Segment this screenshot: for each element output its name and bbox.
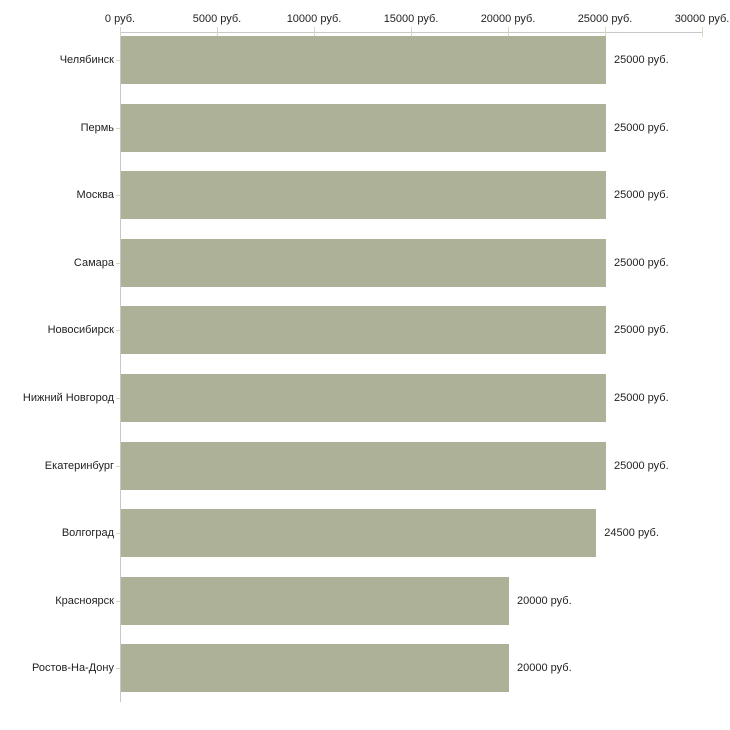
x-axis-tick-label: 10000 руб. — [286, 13, 342, 25]
category-label: Москва — [76, 189, 114, 202]
y-axis-tick — [116, 128, 120, 129]
bar — [121, 104, 606, 152]
bar-value-label: 20000 руб. — [517, 662, 572, 675]
y-axis-tick — [116, 668, 120, 669]
bar — [121, 577, 509, 625]
x-axis-tick-label: 0 руб. — [104, 13, 136, 25]
y-axis-tick — [116, 195, 120, 196]
bar — [121, 239, 606, 287]
y-axis-tick — [116, 601, 120, 602]
bar-value-label: 25000 руб. — [614, 121, 669, 134]
bar-value-label: 25000 руб. — [614, 189, 669, 202]
category-label: Екатеринбург — [44, 459, 114, 472]
x-axis-tick-label: 25000 руб. — [577, 13, 633, 25]
bar-value-label: 20000 руб. — [517, 594, 572, 607]
bar — [121, 36, 606, 84]
x-axis-tick — [702, 27, 703, 37]
y-axis-tick — [116, 533, 120, 534]
category-label: Волгоград — [61, 527, 114, 540]
x-axis-tick-label: 20000 руб. — [480, 13, 536, 25]
x-axis-tick-label: 5000 руб. — [192, 13, 242, 25]
bar — [121, 374, 606, 422]
category-label: Самара — [73, 256, 114, 269]
bar-value-label: 25000 руб. — [614, 459, 669, 472]
y-axis-tick — [116, 466, 120, 467]
bar — [121, 306, 606, 354]
bar — [121, 442, 606, 490]
bar-value-label: 25000 руб. — [614, 256, 669, 269]
x-axis-tick-label: 15000 руб. — [383, 13, 439, 25]
category-label: Красноярск — [55, 594, 114, 607]
bar-value-label: 25000 руб. — [614, 54, 669, 66]
category-label: Ростов-На-Дону — [31, 662, 114, 675]
bar — [121, 171, 606, 219]
y-axis-tick — [116, 263, 120, 264]
bar-value-label: 25000 руб. — [614, 392, 669, 404]
y-axis-tick — [116, 60, 120, 61]
category-label: Челябинск — [59, 54, 114, 66]
bar-value-label: 24500 руб. — [604, 527, 659, 540]
category-label: Новосибирск — [47, 324, 114, 337]
category-label: Пермь — [80, 121, 114, 134]
bar — [121, 509, 596, 557]
bar — [121, 644, 509, 692]
y-axis-tick — [116, 398, 120, 399]
x-axis-tick-label: 30000 руб. — [674, 13, 730, 25]
category-label: Нижний Новгород — [22, 392, 114, 404]
y-axis-tick — [116, 330, 120, 331]
bar-value-label: 25000 руб. — [614, 324, 669, 337]
